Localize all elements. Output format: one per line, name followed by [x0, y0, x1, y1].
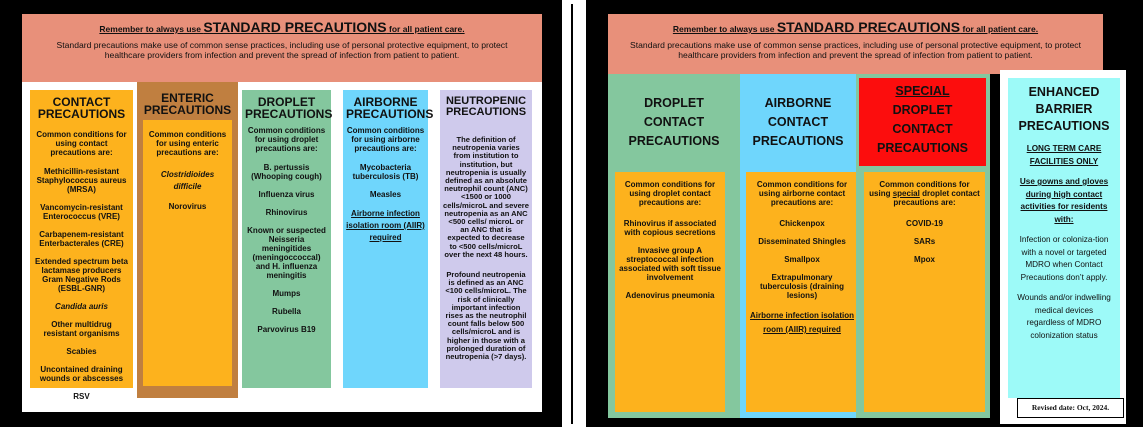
condition-item: Rhinovirus: [265, 208, 308, 217]
column-title: DROPLET PRECAUTIONS: [245, 95, 333, 121]
revised-date: Revised date: Oct, 2024.: [1017, 398, 1124, 418]
condition-item: Mpox: [914, 255, 935, 264]
condition-item: Rubella: [272, 307, 301, 316]
column-intro: Common conditions for using airborne precautions are:: [346, 126, 425, 153]
airborne-precautions-column: [343, 90, 434, 388]
condition-item: Other multidrug resistant organisms: [43, 320, 120, 338]
condition-item: Norovirus: [168, 202, 207, 211]
condition-item: Mumps: [272, 289, 301, 298]
condition-item: Known or suspected Neisseria meningitides (meningoccoccal) and H. influenza meningitis: [247, 226, 326, 280]
column-title: ENHANCED BARRIER PRECAUTIONS: [1018, 85, 1110, 133]
ltc-facilities-only-note: LONG TERM CARE FACILITIES ONLY: [1026, 144, 1102, 166]
condition-item: Methicillin-resistant Staphylococcus aureus (MRSA): [36, 167, 127, 194]
standard-precautions-emphasis: STANDARD PRECAUTIONS: [776, 19, 961, 35]
condition-item: B. pertussis (Whooping cough): [251, 163, 322, 181]
condition-item: Smallpox: [784, 255, 820, 264]
standard-precautions-header: [22, 14, 542, 82]
standard-precautions-reminder: Remember to always use STANDARD PRECAUTIONS for all patient care.: [672, 19, 1039, 35]
condition-item: Carbapenem-resistant Enterbacterales (CRE): [39, 230, 124, 248]
condition-item: Vancomycin-resistant Enterococcus (VRE): [40, 203, 123, 221]
condition-item: Influenza virus: [258, 190, 315, 199]
right-precautions-sheet: [608, 14, 1130, 418]
airborne-contact-precautions-column: [740, 74, 856, 418]
enhanced-barrier-precautions-column: [1000, 70, 1126, 424]
condition-item: Chickenpox: [779, 219, 825, 228]
condition-item: COVID-19: [906, 219, 943, 228]
column-intro: Common conditions for using droplet precautions are:: [247, 126, 326, 153]
airborne-contact-conditions-card: [746, 172, 858, 412]
condition-item: RSV: [73, 392, 90, 401]
standard-precautions-description: Standard precautions make use of common sense practices, including use of personal protective equipment, to protect healthcare providers from infection and prevent the spread of infection from patient to patient.: [630, 40, 1081, 60]
condition-item: Infection or coloniza-tion with a novel or targeted MDRO when Contact Precautions don’t apply.: [1019, 235, 1109, 282]
special-droplet-title-box: SPECIAL DROPLET CONTACT PRECAUTIONS: [859, 78, 986, 166]
column-intro: Common conditions for using airborne contact precautions are:: [756, 180, 848, 207]
column-title: NEUTROPENIC PRECAUTIONS: [445, 95, 527, 118]
condition-item: Mycobacteria tuberculosis (TB): [352, 163, 419, 181]
condition-item: Candida auris: [55, 302, 108, 311]
neutropenia-definition: The definition of neutropenia varies from institution to institution, but neutropenia is usually defined as an absolute neutrophil count (ANC) <1500 or 1000 cells/microL and severe neutropenia as an ANC <500 cells/ microL or an ANC that is expected to decrease to <500 cells/microL over the next 48 hours.: [443, 135, 529, 259]
aiir-required-note: Airborne infection isolation room (AIIR) required: [750, 311, 855, 334]
condition-item: Measles: [369, 190, 402, 199]
standard-precautions-emphasis: STANDARD PRECAUTIONS: [203, 19, 387, 35]
left-precautions-sheet: [22, 14, 542, 412]
column-intro: Common conditions for using contact precautions are:: [36, 130, 127, 157]
gowns-gloves-instruction: Use gowns and gloves during high contact activities for residents with:: [1019, 177, 1109, 224]
condition-item: Extrapulmonary tuberculosis (draining lesions): [759, 273, 844, 300]
precaution-columns: [22, 82, 542, 412]
column-intro: Common conditions for using enteric precautions are:: [148, 130, 227, 157]
condition-item: Rhinovirus if associated with copious secretions: [623, 219, 717, 237]
enteric-conditions-card: [143, 120, 232, 386]
condition-item: Scabies: [66, 347, 97, 356]
droplet-precautions-column: [242, 90, 331, 388]
sheet-divider: [562, 0, 586, 427]
special-droplet-conditions-card: [864, 172, 985, 412]
column-title: CONTACT PRECAUTIONS: [37, 95, 126, 121]
condition-item: Adenovirus pneumonia: [625, 291, 715, 300]
droplet-contact-conditions-card: [615, 172, 725, 412]
condition-item: Extended spectrum beta lactamase producers Gram Negative Rods (ESBL-GNR): [35, 257, 128, 293]
condition-item: Parvovirus B19: [257, 325, 316, 334]
condition-item: Invasive group A streptococcal infection associated with soft tissue involvement: [619, 246, 721, 282]
neutropenic-precautions-column: [440, 90, 532, 388]
condition-item: Uncontained draining wounds or abscesses: [39, 365, 124, 383]
column-title: AIRBORNE CONTACT PRECAUTIONS: [752, 96, 844, 148]
column-title: DROPLET CONTACT PRECAUTIONS: [628, 96, 720, 148]
condition-item: Clostridioides difficile: [160, 170, 215, 191]
column-title: AIRBORNE PRECAUTIONS: [346, 95, 434, 121]
standard-precautions-header: [608, 14, 1103, 74]
contact-precautions-column: [30, 90, 133, 401]
standard-precautions-description: Standard precautions make use of common sense practices, including use of personal protective equipment, to protect healthcare providers from infection and prevent the spread of infection from patient to patient.: [56, 40, 508, 60]
aiir-required-note: Airborne infection isolation room (AIIR) required: [346, 209, 425, 242]
condition-item: Wounds and/or indwelling medical devices regardless of MDRO colonization status: [1017, 293, 1111, 340]
column-title: ENTERIC PRECAUTIONS: [143, 91, 232, 117]
droplet-contact-precautions-column: [608, 74, 740, 418]
column-intro: Common conditions for using droplet contact precautions are:: [624, 180, 716, 207]
condition-item: SARs: [913, 237, 936, 246]
special-droplet-contact-precautions-column: [856, 74, 990, 418]
column-intro: Common conditions for using special droplet contact precautions are:: [869, 180, 980, 207]
condition-item: Disseminated Shingles: [758, 237, 846, 246]
divider-line: [571, 4, 573, 424]
standard-precautions-reminder: Remember to always use STANDARD PRECAUTIONS for all patient care.: [99, 19, 465, 35]
enhanced-barrier-card: [1008, 78, 1120, 398]
enteric-precautions-column: [137, 82, 238, 398]
profound-neutropenia-definition: Profound neutropenia is defined as an ANC <100 cells/microL. The risk of clinically important infection rises as the neutrophil count falls below 500 cells/microL and is higher in those with a prolonged duration of neutropenia (>7 days).: [445, 270, 527, 362]
